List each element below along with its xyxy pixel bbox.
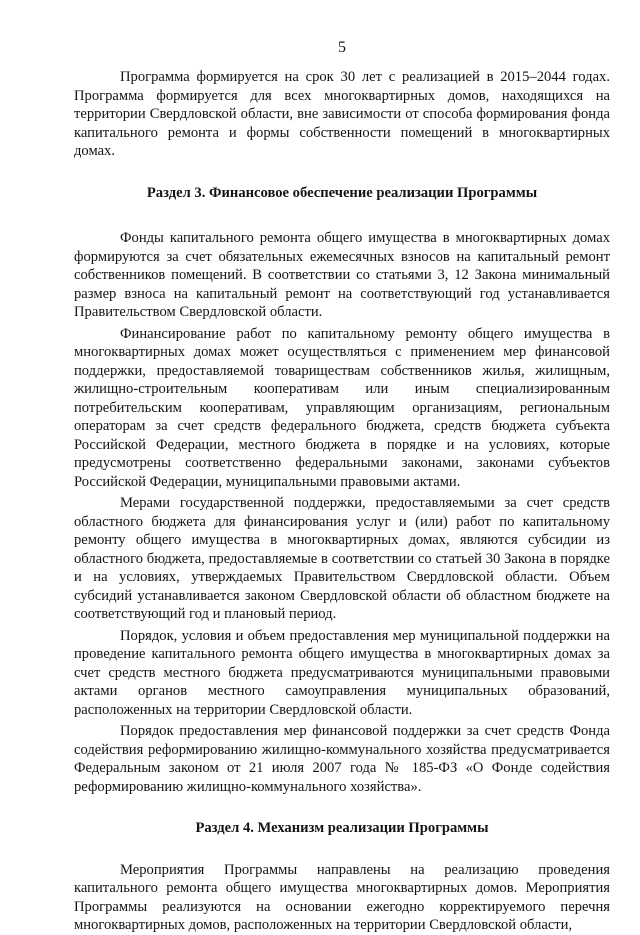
section-3-paragraph-5: Порядок предоставления мер финансовой поддержки за счет средств Фонда содействия реформированию жилищно-коммунального хозяйства предусматривается Федеральным законом от 21 июля 2007 года № 185-ФЗ «О Фонде содействия реформированию жилищно-коммунального хозяйства». bbox=[74, 723, 610, 795]
intro-paragraph: Программа формируется на срок 30 лет с реализацией в 2015–2044 годах. Программа формируется для всех многоквартирных домов, находящихся на территории Свердловской области, вне зависимости от способа формирования фонда капитального ремонта и формы собственности помещений в многоквартирных домах. bbox=[74, 69, 610, 159]
page-number: 5 bbox=[338, 39, 346, 56]
section-3-heading: Раздел 3. Финансовое обеспечение реализации Программы bbox=[146, 184, 538, 201]
section-3-paragraph-1: Фонды капитального ремонта общего имущества в многоквартирных домах формируются за счет обязательных ежемесячных взносов на капитальный ремонт собственников помещений. В соответствии со статьями 3, 12 Закона минимальный размер взноса на капитальный ремонт на соответствующий год устанавливается Правительством Свердловской области. bbox=[74, 230, 610, 320]
section-4-paragraph-1: Мероприятия Программы направлены на реализацию проведения капитального ремонта общего имущества многоквартирных домов. Мероприятия Программы реализуются на основании ежегодно корректируемого перечня многоквартирных домов, расположенных на территории Свердловской области, bbox=[74, 861, 610, 933]
section-3-paragraph-4: Порядок, условия и объем предоставления мер муниципальной поддержки на проведение капитального ремонта общего имущества в многоквартирных домах за счет средств местного бюджета предусматриваются муниципальными правовыми актами органов местного самоуправления муниципальных образований, расположенных на территории Свердловской области. bbox=[74, 627, 610, 718]
section-4-heading: Раздел 4. Механизм реализации Программы bbox=[195, 820, 489, 836]
section-3-paragraph-2: Финансирование работ по капитальному ремонту общего имущества в многоквартирных домах может осуществляться с применением мер финансовой поддержки, предоставляемой товариществам собственников жилья, жилищным, жилищно-строительным кооперативам или иным специализированным потребительским кооперативам, управляющим организациям, региональным операторам за счет средств федерального бюджета, средств бюджета субъекта Российской Федерации, местного бюджета в порядке и на условиях, которые предусмотрены соответственно федеральными законами, законами субъектов Российской Федерации, муниципальными правовыми актами. bbox=[74, 325, 610, 490]
section-3-paragraph-3: Мерами государственной поддержки, предоставляемыми за счет средств областного бюджета для финансирования услуг и (или) работ по капитальному ремонту общего имущества в многоквартирных домах, являются субсидии из областного бюджета, предоставляемые в соответствии со статьей 30 Закона в порядке и на условиях, утверждаемых Правительством Свердловской области. Объем субсидий устанавливается законом Свердловской области об областном бюджете на соответствующий год и плановый период. bbox=[74, 495, 610, 622]
